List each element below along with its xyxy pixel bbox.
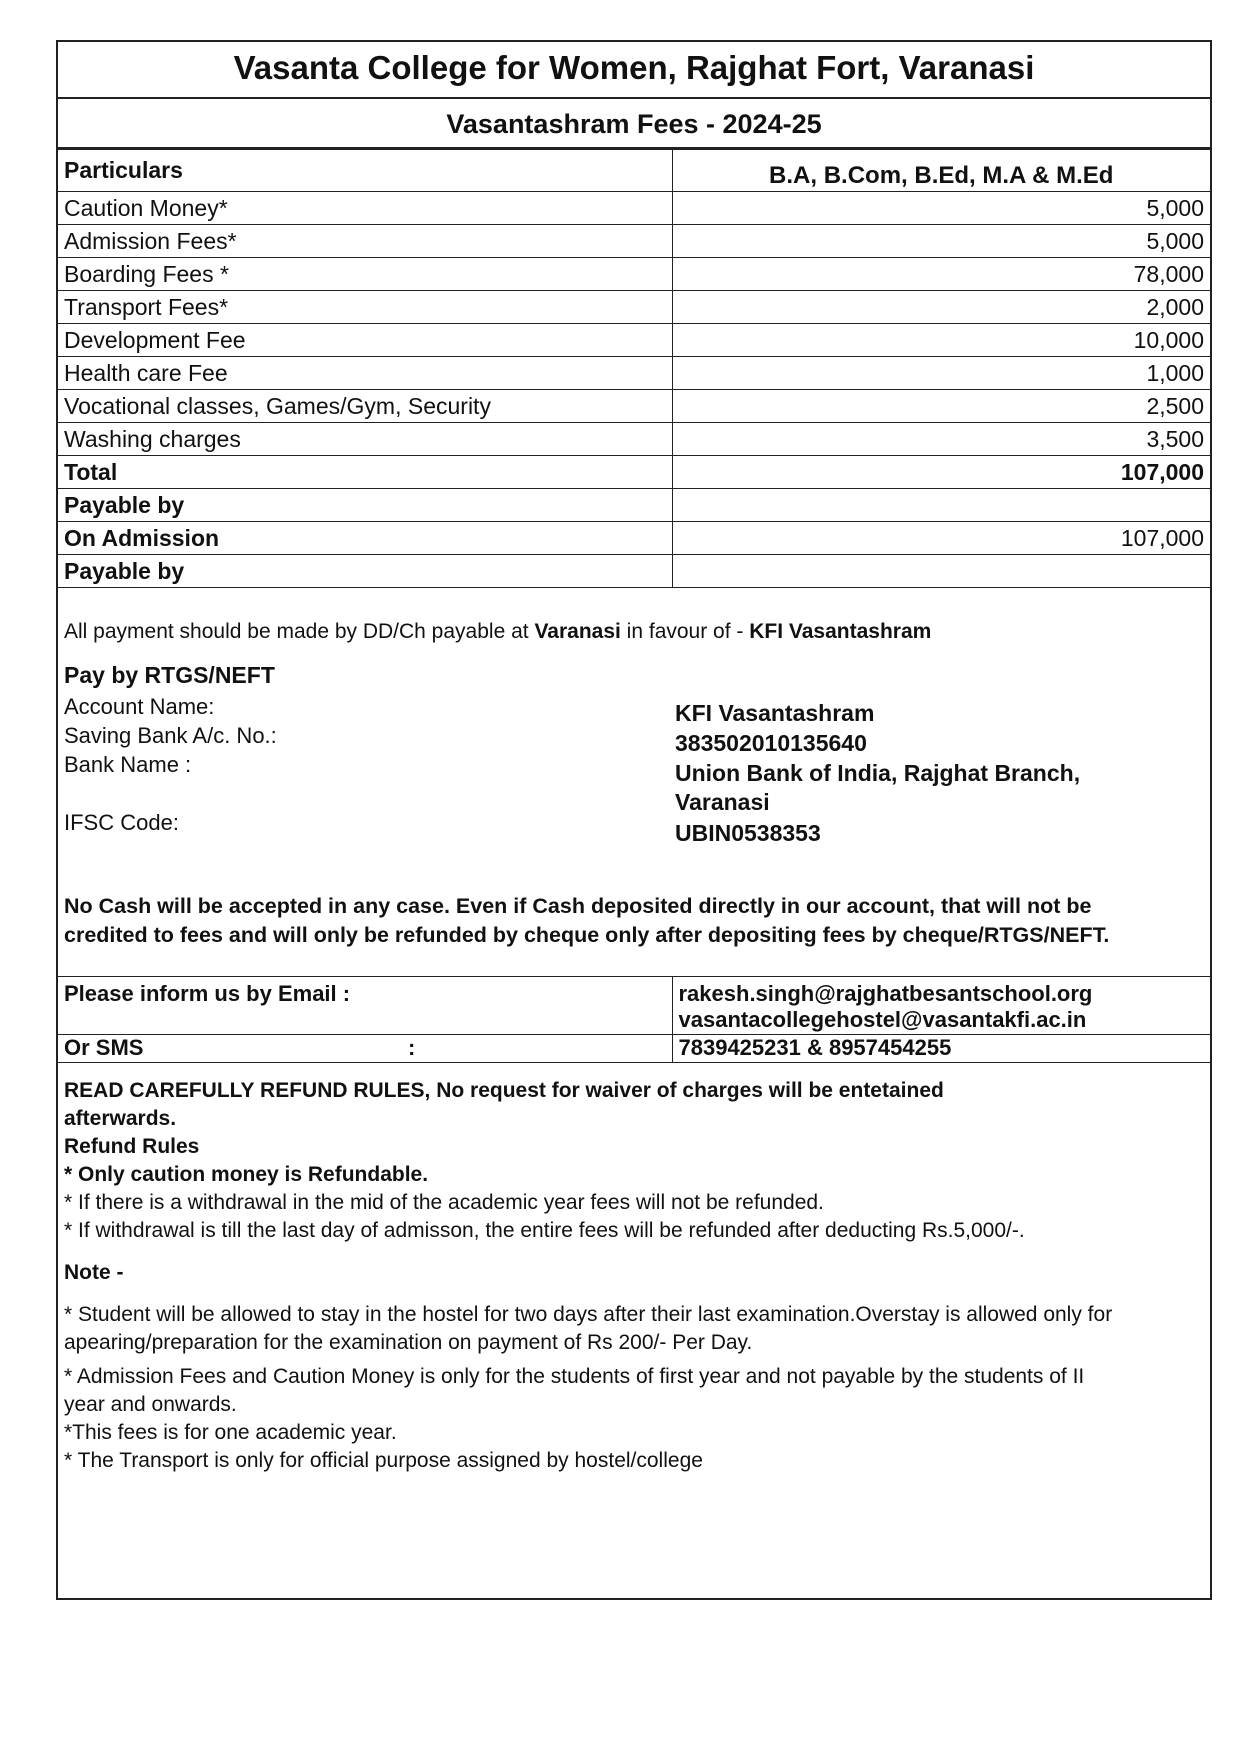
fee-label: Washing charges <box>58 423 672 456</box>
note-line: apearing/preparation for the examination on payment of Rs 200/- Per Day. <box>64 1331 753 1354</box>
contact-table <box>58 976 1210 1063</box>
payable-by-row-2 <box>58 555 1210 588</box>
payable-by-row <box>58 489 1210 522</box>
particulars-header: Particulars <box>58 150 672 192</box>
sms-colon: : <box>408 1035 416 1060</box>
sms-row <box>58 1035 1210 1063</box>
payment-payee: KFI Vasantashram <box>749 620 932 643</box>
table-row <box>58 390 1210 423</box>
on-admission-row <box>58 522 1210 555</box>
payable-by-empty <box>672 489 1210 522</box>
college-title: Vasanta College for Women, Rajghat Fort, Varanasi <box>58 42 1210 99</box>
payable-by-label-2: Payable by <box>58 555 672 588</box>
bank-name-label: Bank Name : <box>64 752 192 777</box>
refund-rules <box>58 1077 1210 1475</box>
fee-amount: 10,000 <box>672 324 1210 357</box>
fees-table <box>58 149 1210 588</box>
rtgs-heading: Pay by RTGS/NEFT <box>64 662 275 688</box>
fee-amount: 78,000 <box>672 258 1210 291</box>
account-name-value: KFI Vasantashram <box>675 700 875 726</box>
payment-city: Varanasi <box>534 620 621 643</box>
payable-by-label: Payable by <box>58 489 672 522</box>
refund-heading: Refund Rules <box>64 1135 200 1158</box>
refund-rule: * If there is a withdrawal in the mid of the academic year fees will not be refunded. <box>64 1191 824 1214</box>
table-row <box>58 291 1210 324</box>
table-row <box>58 357 1210 390</box>
email-link[interactable]: vasantacollegehostel@vasantakfi.ac.in <box>678 1007 1087 1032</box>
total-row <box>58 456 1210 489</box>
email-row <box>58 977 1210 1035</box>
note-heading: Note - <box>64 1261 124 1284</box>
fees-subtitle: Vasantashram Fees - 2024-25 <box>58 99 1210 149</box>
no-cash-line-1: No Cash will be accepted in any case. Even if Cash deposited directly in our account, that will not be <box>64 894 1092 918</box>
fee-amount: 2,000 <box>672 291 1210 324</box>
table-row <box>58 225 1210 258</box>
rtgs-details <box>58 662 1210 892</box>
refund-rule: * If withdrawal is till the last day of admisson, the entire fees will be refunded after deducting Rs.5,000/-. <box>64 1219 1025 1242</box>
fee-amount: 5,000 <box>672 192 1210 225</box>
table-row <box>58 324 1210 357</box>
account-name-label: Account Name: <box>64 694 215 719</box>
fee-label: Admission Fees* <box>58 225 672 258</box>
fee-amount: 1,000 <box>672 357 1210 390</box>
payment-text: All payment should be made by DD/Ch payable at <box>64 620 535 643</box>
fee-label: Development Fee <box>58 324 672 357</box>
account-no-label: Saving Bank A/c. No.: <box>64 723 277 748</box>
fee-label: Transport Fees* <box>58 291 672 324</box>
note-line: * The Transport is only for official purpose assigned by hostel/college <box>64 1449 703 1472</box>
account-no-value: 383502010135640 <box>675 730 867 756</box>
note-line: * Admission Fees and Caution Money is only for the students of first year and not payable by the students of II <box>64 1365 1085 1388</box>
no-cash-line-2: credited to fees and will only be refunded by cheque only after depositing fees by cheque/RTGS/NEFT. <box>64 923 1110 947</box>
bank-city-value: Varanasi <box>675 789 770 815</box>
fee-amount: 5,000 <box>672 225 1210 258</box>
total-label: Total <box>58 456 672 489</box>
read-carefully-line-2: afterwards. <box>64 1107 177 1130</box>
fee-label: Boarding Fees * <box>58 258 672 291</box>
note-line: * Student will be allowed to stay in the hostel for two days after their last examination.Overstay is allowed only for <box>64 1303 1113 1326</box>
fee-label: Vocational classes, Games/Gym, Security <box>58 390 672 423</box>
fee-label: Caution Money* <box>58 192 672 225</box>
sms-numbers[interactable]: 7839425231 & 8957454255 <box>672 1035 1210 1063</box>
table-row <box>58 192 1210 225</box>
fee-label: Health care Fee <box>58 357 672 390</box>
table-row <box>58 258 1210 291</box>
no-cash-notice <box>58 892 1210 950</box>
fee-document <box>56 40 1212 1600</box>
read-carefully-line-1: READ CAREFULLY REFUND RULES, No request for waiver of charges will be entetained <box>64 1079 944 1102</box>
on-admission-amount: 107,000 <box>672 522 1210 555</box>
table-header-row <box>58 150 1210 192</box>
sms-label: Or SMS <box>64 1035 144 1060</box>
payment-text-mid: in favour of - <box>620 620 750 643</box>
note-line: year and onwards. <box>64 1393 237 1416</box>
courses-header: B.A, B.Com, B.Ed, M.A & M.Ed <box>672 150 1210 192</box>
note-line: *This fees is for one academic year. <box>64 1421 397 1444</box>
total-amount: 107,000 <box>672 456 1210 489</box>
table-row <box>58 423 1210 456</box>
bank-name-value: Union Bank of India, Rajghat Branch, <box>675 760 1081 786</box>
fee-amount: 3,500 <box>672 423 1210 456</box>
payable-by-empty-2 <box>672 555 1210 588</box>
email-link[interactable]: rakesh.singh@rajghatbesantschool.org <box>678 981 1093 1006</box>
ifsc-label: IFSC Code: <box>64 810 179 835</box>
email-values <box>672 977 1210 1035</box>
on-admission-label: On Admission <box>58 522 672 555</box>
payment-instruction <box>58 620 1210 644</box>
sms-label-cell <box>58 1035 672 1063</box>
ifsc-value: UBIN0538353 <box>675 820 821 846</box>
email-label: Please inform us by Email : <box>58 977 672 1035</box>
fee-amount: 2,500 <box>672 390 1210 423</box>
refund-rule: * Only caution money is Refundable. <box>64 1163 429 1186</box>
